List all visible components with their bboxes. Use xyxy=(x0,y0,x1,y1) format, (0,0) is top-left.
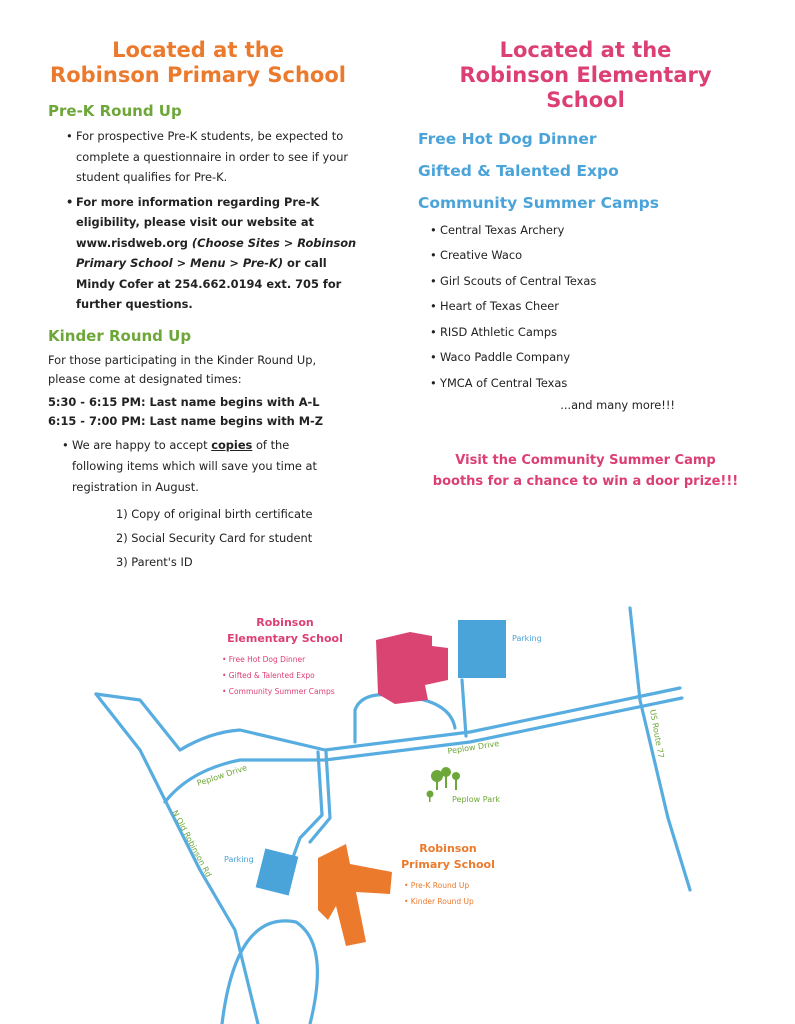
kinder-time-1: 5:30 - 6:15 PM: Last name begins with A-L xyxy=(48,394,320,409)
map-primary-parking-label: Parking xyxy=(224,855,254,864)
door-prize-line1: Visit the Community Summer Camp xyxy=(455,453,716,469)
kinder-bullet-copies xyxy=(72,435,332,498)
elementary-title-line1: Located at the xyxy=(499,38,672,62)
campus-map xyxy=(0,590,795,1024)
map-peplow-drive-label: Peplow Drive xyxy=(446,738,500,756)
map-primary-item: • Pre-K Round Up xyxy=(404,881,470,890)
camp-item: • Central Texas Archery xyxy=(440,218,753,244)
map-peplow-park-label: Peplow Park xyxy=(452,795,501,804)
primary-school-building xyxy=(318,844,392,946)
map-primary-name1: Robinson xyxy=(419,842,477,855)
map-elementary-name2: Elementary School xyxy=(227,632,343,645)
kinder-copies-a: We are happy to accept xyxy=(72,437,212,452)
elementary-school-title xyxy=(418,38,753,114)
map-primary-name2: Primary School xyxy=(401,858,495,871)
map-elementary-parking-label: Parking xyxy=(512,634,542,643)
prek-bullets xyxy=(48,126,358,315)
prek-info-text: For more information regarding Pre-K eligibility, please visit our website at www.risdweb.org xyxy=(76,194,320,250)
primary-title-line2: Robinson Primary School xyxy=(50,63,346,88)
camps-more-text: ...and many more!!! xyxy=(560,398,675,413)
elementary-parking-lot xyxy=(458,620,506,678)
camp-item: • Waco Paddle Company xyxy=(440,345,753,371)
kinder-time-2: 6:15 - 7:00 PM: Last name begins with M-Z xyxy=(48,413,324,428)
kinder-document-item: 3) Parent's ID xyxy=(116,554,193,569)
elementary-school-column xyxy=(418,38,753,492)
kinder-bullets xyxy=(48,435,332,498)
map-elementary-item: • Free Hot Dog Dinner xyxy=(222,655,306,664)
door-prize-callout xyxy=(418,450,753,492)
map-primary-item: • Kinder Round Up xyxy=(404,897,474,906)
map-elementary-item: • Community Summer Camps xyxy=(222,687,335,696)
kinder-copies-c: of the following items which will save you time at registration in August. xyxy=(72,437,317,494)
primary-school-column xyxy=(48,38,357,574)
event-summer-camps: Community Summer Camps xyxy=(418,193,659,212)
map-us-route-label: US Route 77 xyxy=(648,708,666,760)
camp-item: • Creative Waco xyxy=(440,243,753,269)
camp-item: • RISD Athletic Camps xyxy=(440,320,753,346)
kinder-copies-b: copies xyxy=(211,437,253,452)
kinder-intro: For those participating in the Kinder Round Up, please come at designated times: xyxy=(48,352,317,386)
primary-school-title xyxy=(48,38,348,88)
camp-item: • Girl Scouts of Central Texas xyxy=(440,269,753,295)
kinder-times xyxy=(48,393,348,431)
kinder-heading: Kinder Round Up xyxy=(48,326,192,345)
camp-list xyxy=(418,218,753,397)
road-parking-connector xyxy=(462,680,466,736)
camp-item: • Heart of Texas Cheer xyxy=(440,294,753,320)
map-elementary-name1: Robinson xyxy=(256,616,314,629)
elementary-title-line2: Robinson Elementary School xyxy=(459,63,712,113)
kinder-document-item: 2) Social Security Card for student xyxy=(116,530,313,545)
prek-heading: Pre-K Round Up xyxy=(48,102,182,121)
prek-info-contact: or call Mindy Cofer at 254.662.0194 ext. 705 for further questions. xyxy=(76,256,342,312)
kinder-document-item: 1) Copy of original birth certificate xyxy=(116,506,313,521)
road-school-drive xyxy=(292,752,322,860)
road-peplow-drive-lower xyxy=(165,698,682,802)
event-hot-dog-dinner: Free Hot Dog Dinner xyxy=(418,129,597,148)
prek-bullet-info xyxy=(76,192,358,315)
primary-parking-lot xyxy=(256,848,299,895)
camp-item: • YMCA of Central Texas xyxy=(440,371,753,397)
map-old-robinson-label: N Old Robinson Rd xyxy=(170,808,214,879)
primary-title-line1: Located at the xyxy=(112,38,284,62)
elementary-school-building xyxy=(376,632,448,704)
prek-bullet-questionnaire: • For prospective Pre-K students, be expected to complete a questionnaire in order to see if your student qualifies for Pre-K. xyxy=(76,126,358,188)
door-prize-line2: booths for a chance to win a door prize!!! xyxy=(432,474,739,490)
map-elementary-item: • Gifted & Talented Expo xyxy=(222,671,315,680)
kinder-documents-list xyxy=(48,502,348,574)
map-peplow-drive-west-label: Peplow Drive xyxy=(195,763,249,788)
prek-info-path: (Choose Sites > Robinson Primary School > Menu > Pre-K) xyxy=(76,235,357,271)
event-gifted-expo: Gifted & Talented Expo xyxy=(418,161,619,180)
